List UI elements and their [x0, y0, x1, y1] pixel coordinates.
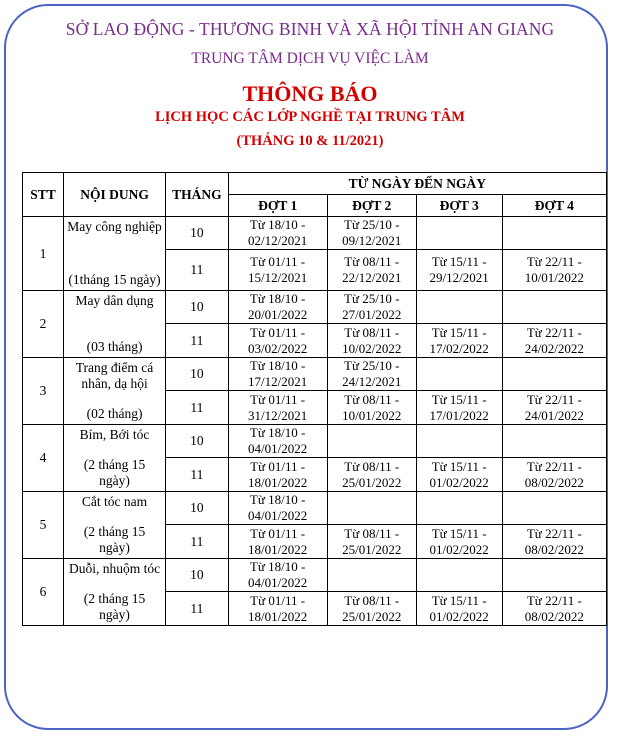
date-range-cell: Từ 25/10 - 09/12/2021 — [327, 217, 416, 250]
row-number: 4 — [23, 425, 64, 492]
date-range-cell: Từ 18/10 - 02/12/2021 — [228, 217, 327, 250]
month-cell: 10 — [166, 559, 228, 592]
course-duration: (03 tháng) — [86, 339, 143, 354]
table-row — [23, 291, 607, 324]
date-range-cell: Từ 18/10 - 04/01/2022 — [228, 425, 327, 458]
course-name: Duỗi, nhuộm tóc — [68, 561, 161, 576]
month-cell: 11 — [166, 458, 228, 492]
header-content: NỘI DUNG — [63, 173, 165, 217]
table-row — [23, 425, 607, 458]
course-content — [63, 425, 165, 492]
course-name: Trang điểm cá nhân, dạ hội — [75, 360, 154, 391]
month-cell: 10 — [166, 291, 228, 324]
date-range-cell — [502, 559, 606, 592]
row-number: 6 — [23, 559, 64, 626]
date-range-cell: Từ 01/11 - 18/01/2022 — [228, 592, 327, 626]
date-range-cell — [416, 358, 502, 391]
date-range-cell: Từ 18/10 - 20/01/2022 — [228, 291, 327, 324]
date-range-cell: Từ 22/11 - 08/02/2022 — [502, 592, 606, 626]
date-range-cell: Từ 08/11 - 22/12/2021 — [327, 250, 416, 291]
date-range-cell: Từ 15/11 - 17/01/2022 — [416, 391, 502, 425]
date-range-cell: Từ 08/11 - 25/01/2022 — [327, 525, 416, 559]
course-content — [63, 358, 165, 425]
course-name: May công nghiệp — [67, 219, 162, 234]
schedule-body — [23, 217, 607, 626]
course-content — [63, 492, 165, 559]
header-month: THÁNG — [166, 173, 228, 217]
month-cell: 10 — [166, 358, 228, 391]
date-range-cell: Từ 15/11 - 01/02/2022 — [416, 525, 502, 559]
row-number: 3 — [23, 358, 64, 425]
date-range-cell: Từ 22/11 - 24/01/2022 — [502, 391, 606, 425]
date-range-cell — [502, 425, 606, 458]
course-duration: (2 tháng 15 ngày) — [83, 524, 146, 555]
center-name: TRUNG TÂM DỊCH VỤ VIỆC LÀM — [191, 50, 429, 67]
notice-title: THÔNG BÁO — [242, 81, 378, 106]
organization-name: SỞ LAO ĐỘNG - THƯƠNG BINH VÀ XÃ HỘI TỈNH AN GIANG — [65, 19, 555, 39]
month-cell: 10 — [166, 492, 228, 525]
date-range-cell — [327, 425, 416, 458]
table-row — [23, 217, 607, 250]
date-range-cell: Từ 25/10 - 24/12/2021 — [327, 358, 416, 391]
table-row — [23, 559, 607, 592]
month-cell: 10 — [166, 217, 228, 250]
date-range-cell: Từ 22/11 - 10/01/2022 — [502, 250, 606, 291]
date-range-cell — [502, 217, 606, 250]
date-range-cell: Từ 01/11 - 15/12/2021 — [228, 250, 327, 291]
date-range-cell — [416, 291, 502, 324]
schedule-table — [22, 172, 607, 626]
date-range-cell: Từ 22/11 - 08/02/2022 — [502, 458, 606, 492]
date-range-cell — [327, 559, 416, 592]
date-range-cell — [416, 492, 502, 525]
course-duration: (02 tháng) — [86, 406, 143, 421]
date-range-cell: Từ 25/10 - 27/01/2022 — [327, 291, 416, 324]
date-range-cell — [416, 425, 502, 458]
row-number: 2 — [23, 291, 64, 358]
header-stt: STT — [23, 173, 64, 217]
table-row — [23, 492, 607, 525]
course-name: Bím, Bới tóc — [79, 427, 150, 442]
table-row — [23, 358, 607, 391]
date-range-cell: Từ 01/11 - 18/01/2022 — [228, 525, 327, 559]
course-content — [63, 217, 165, 291]
date-range-cell: Từ 18/10 - 04/01/2022 — [228, 559, 327, 592]
month-cell: 11 — [166, 324, 228, 358]
date-range-cell: Từ 08/11 - 10/01/2022 — [327, 391, 416, 425]
notice-period: (THÁNG 10 & 11/2021) — [236, 133, 384, 149]
course-content — [63, 291, 165, 358]
date-range-cell: Từ 01/11 - 18/01/2022 — [228, 458, 327, 492]
row-number: 5 — [23, 492, 64, 559]
row-number: 1 — [23, 217, 64, 291]
course-content — [63, 559, 165, 626]
course-name: May dân dụng — [75, 293, 154, 308]
month-cell: 11 — [166, 525, 228, 559]
date-range-cell: Từ 08/11 - 25/01/2022 — [327, 592, 416, 626]
header-dot-4: ĐỢT 4 — [502, 195, 606, 217]
course-duration: (1tháng 15 ngày) — [68, 272, 161, 287]
month-cell: 11 — [166, 250, 228, 291]
date-range-cell: Từ 22/11 - 08/02/2022 — [502, 525, 606, 559]
date-range-cell: Từ 18/10 - 04/01/2022 — [228, 492, 327, 525]
date-range-cell: Từ 18/10 - 17/12/2021 — [228, 358, 327, 391]
header-dot-3: ĐỢT 3 — [416, 195, 502, 217]
date-range-cell — [502, 291, 606, 324]
date-range-cell: Từ 08/11 - 10/02/2022 — [327, 324, 416, 358]
date-range-cell — [416, 559, 502, 592]
date-range-cell: Từ 15/11 - 29/12/2021 — [416, 250, 502, 291]
month-cell: 10 — [166, 425, 228, 458]
date-range-cell — [502, 492, 606, 525]
date-range-cell: Từ 08/11 - 25/01/2022 — [327, 458, 416, 492]
date-range-cell — [416, 217, 502, 250]
date-range-cell: Từ 01/11 - 03/02/2022 — [228, 324, 327, 358]
date-range-cell: Từ 01/11 - 31/12/2021 — [228, 391, 327, 425]
header-dot-1: ĐỢT 1 — [228, 195, 327, 217]
date-range-cell: Từ 15/11 - 17/02/2022 — [416, 324, 502, 358]
date-range-cell — [502, 358, 606, 391]
month-cell: 11 — [166, 391, 228, 425]
course-duration: (2 tháng 15 ngày) — [83, 591, 146, 622]
month-cell: 11 — [166, 592, 228, 626]
date-range-cell: Từ 22/11 - 24/02/2022 — [502, 324, 606, 358]
header-dot-2: ĐỢT 2 — [327, 195, 416, 217]
header-date-range: TỪ NGÀY ĐẾN NGÀY — [228, 173, 606, 195]
date-range-cell: Từ 15/11 - 01/02/2022 — [416, 592, 502, 626]
course-duration: (2 tháng 15 ngày) — [83, 457, 146, 488]
notice-subtitle: LỊCH HỌC CÁC LỚP NGHỀ TẠI TRUNG TÂM — [155, 109, 465, 125]
course-name: Cắt tóc nam — [81, 494, 148, 509]
date-range-cell — [327, 492, 416, 525]
date-range-cell: Từ 15/11 - 01/02/2022 — [416, 458, 502, 492]
